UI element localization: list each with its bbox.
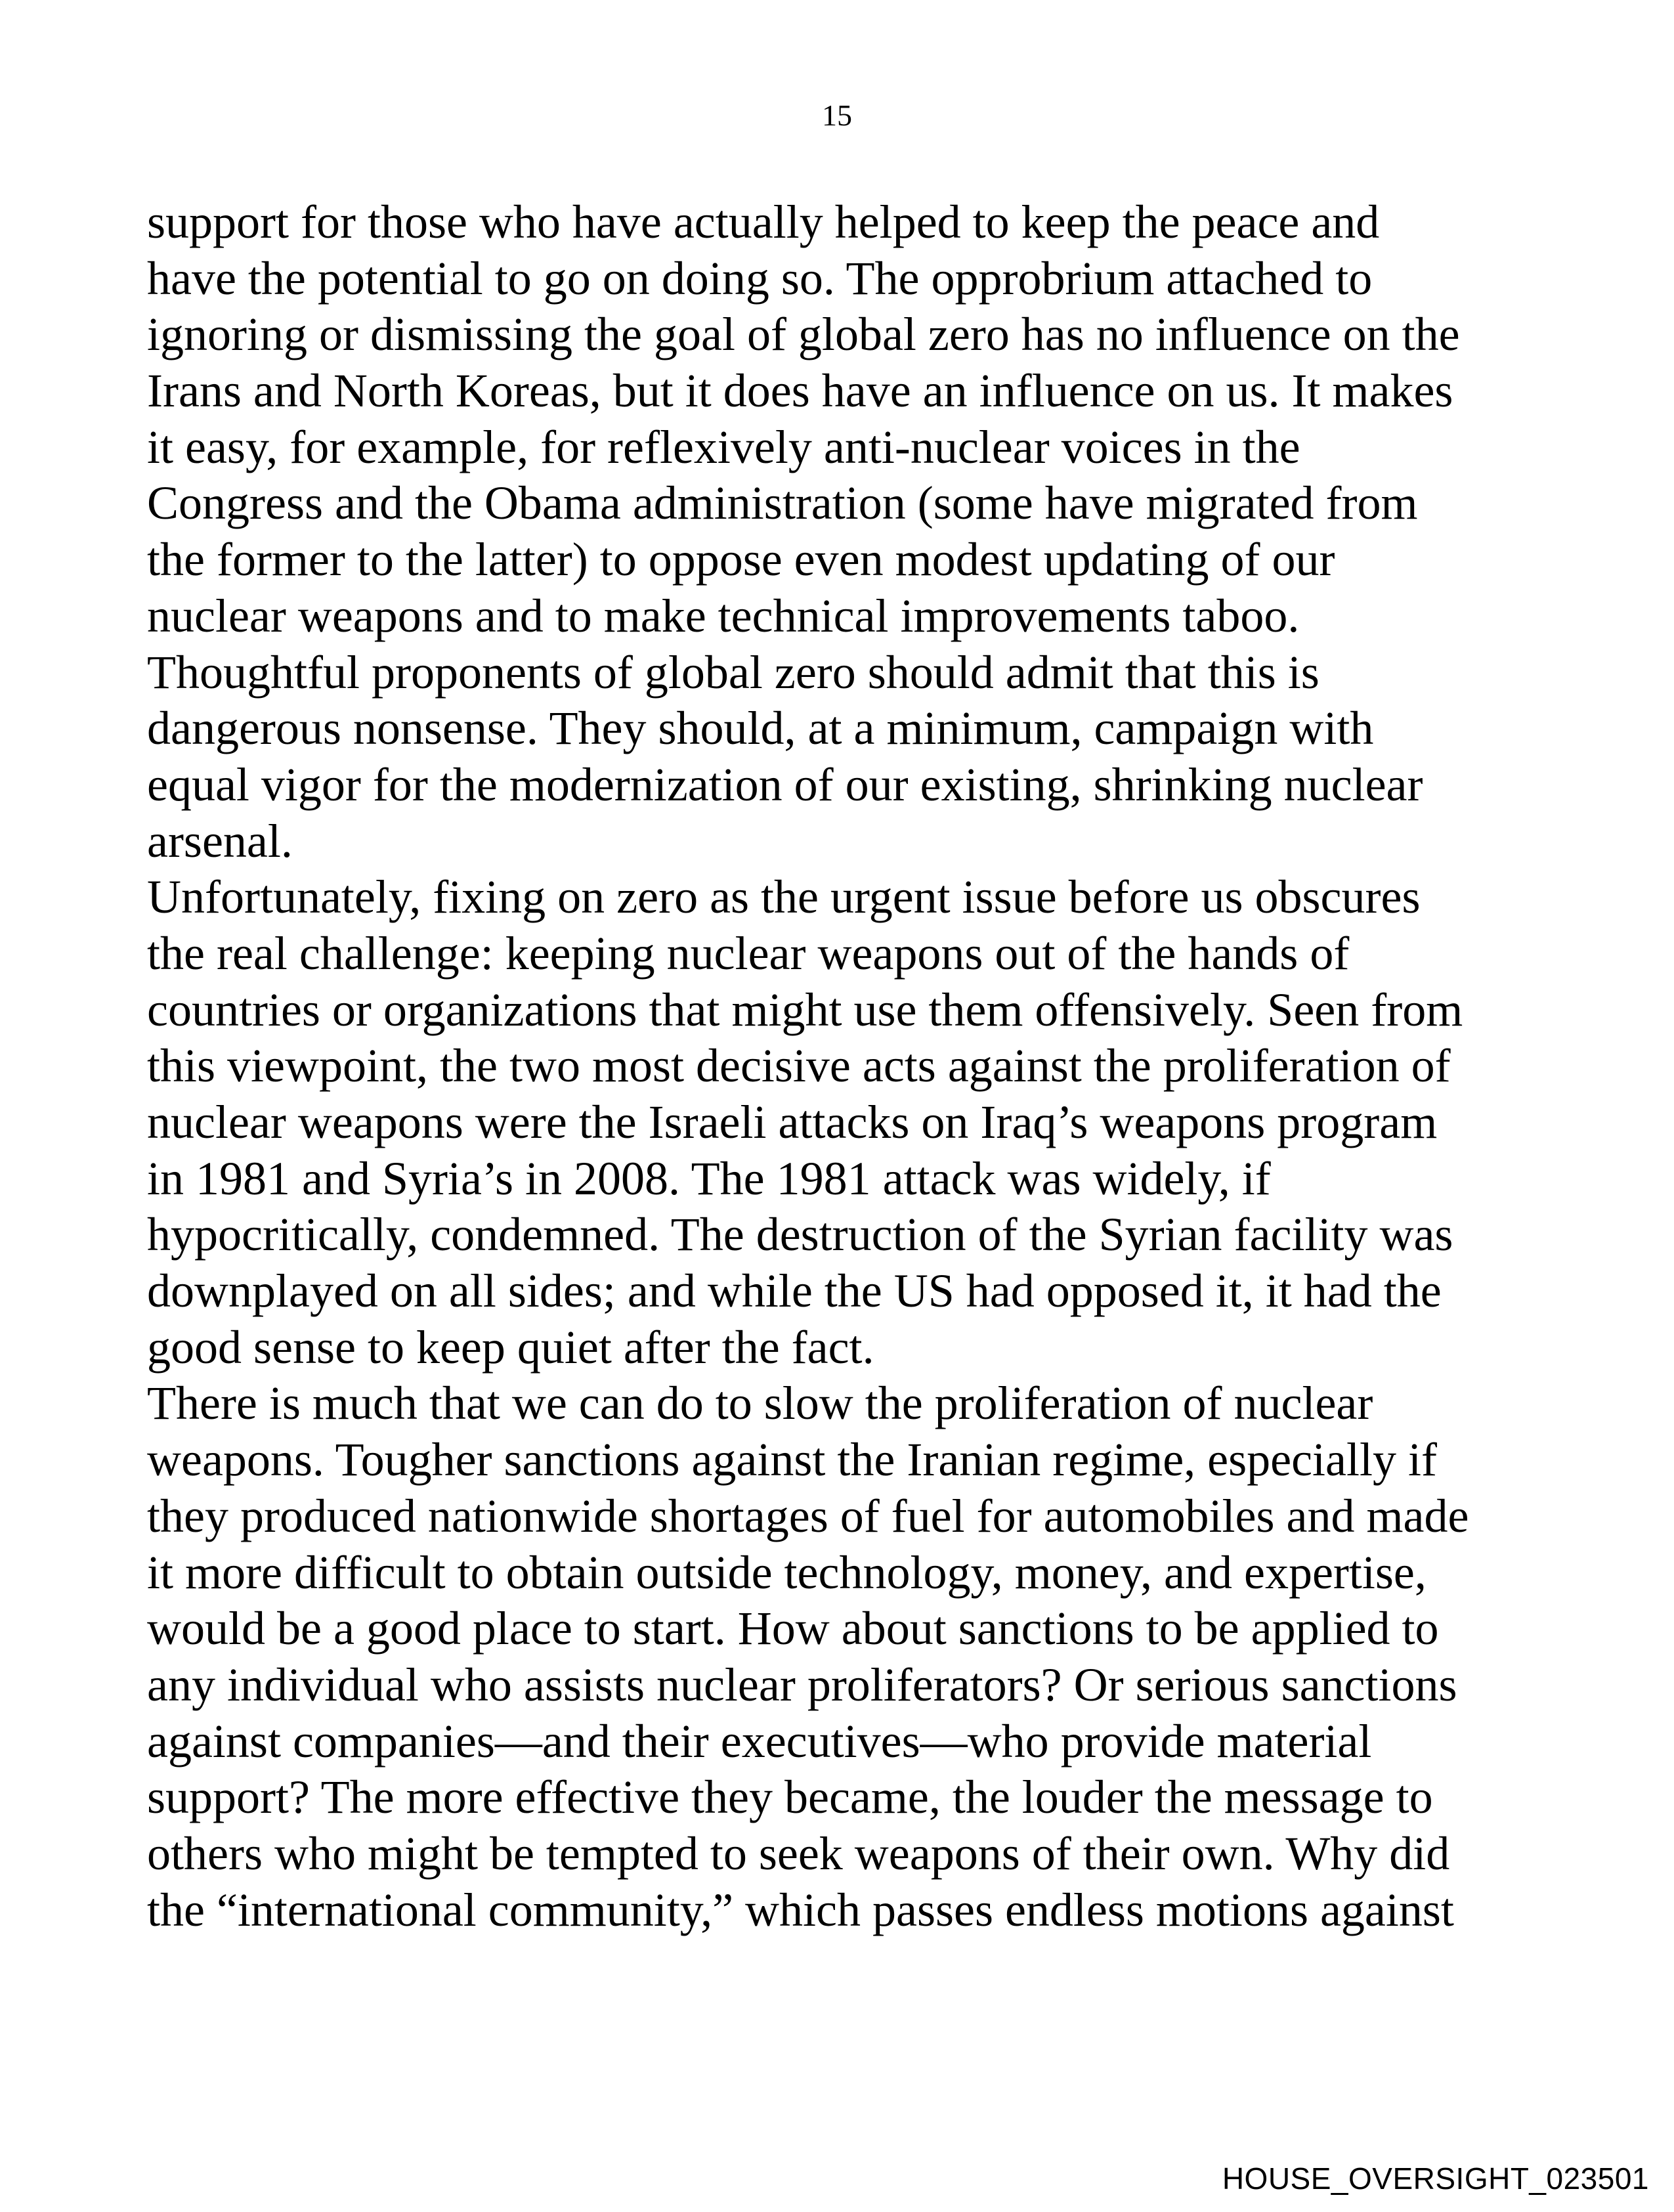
text-line: this viewpoint, the two most decisive acts against the proliferation of [147, 1039, 1451, 1093]
text-line: hypocritically, condemned. The destruction of the Syrian facility was [147, 1208, 1453, 1261]
document-id-footer: HOUSE_OVERSIGHT_023501 [1222, 2161, 1649, 2196]
text-line: the real challenge: keeping nuclear weapons out of the hands of [147, 926, 1350, 980]
text-line: others who might be tempted to seek weapons of their own. Why did [147, 1827, 1450, 1880]
text-line: support for those who have actually helped to keep the peace and [147, 196, 1380, 248]
text-line: any individual who assists nuclear proliferators? Or serious sanctions [147, 1658, 1457, 1711]
text-line: There is much that we can do to slow the proliferation of nuclear [147, 1377, 1373, 1430]
text-line: Irans and North Koreas, but it does have an influence on us. It makes [147, 364, 1453, 418]
text-line: Thoughtful proponents of global zero should admit that this is [147, 645, 1320, 699]
text-line: it easy, for example, for reflexively anti-nuclear voices in the [147, 420, 1300, 473]
text-line: nuclear weapons and to make technical improvements taboo. [147, 589, 1300, 642]
text-line: dangerous nonsense. They should, at a minimum, campaign with [147, 702, 1374, 755]
text-line: the “international community,” which passes endless motions against [147, 1883, 1454, 1936]
text-line: countries or organizations that might use them offensively. Seen from [147, 983, 1463, 1036]
text-line: support? The more effective they became, the louder the message to [147, 1771, 1433, 1824]
text-line: arsenal. [147, 814, 293, 867]
text-line: ignoring or dismissing the goal of global zero has no influence on the [147, 308, 1460, 361]
text-line: equal vigor for the modernization of our existing, shrinking nuclear [147, 758, 1423, 811]
text-line: Unfortunately, fixing on zero as the urgent issue before us obscures [147, 871, 1421, 924]
text-line: nuclear weapons were the Israeli attacks on Iraq’s weapons program [147, 1096, 1438, 1148]
body-text [147, 194, 1558, 1938]
text-line: against companies—and their executives—who provide material [147, 1714, 1372, 1767]
text-line: good sense to keep quiet after the fact. [147, 1320, 874, 1374]
page-number: 15 [822, 98, 852, 132]
text-line: in 1981 and Syria’s in 2008. The 1981 attack was widely, if [147, 1152, 1271, 1205]
text-line: weapons. Tougher sanctions against the Iranian regime, especially if [147, 1433, 1437, 1486]
text-line: have the potential to go on doing so. The opprobrium attached to [147, 251, 1373, 305]
text-line: it more difficult to obtain outside technology, money, and expertise, [147, 1546, 1427, 1599]
text-line: they produced nationwide shortages of fuel for automobiles and made [147, 1489, 1469, 1542]
text-line: downplayed on all sides; and while the US had opposed it, it had the [147, 1265, 1442, 1318]
text-line: the former to the latter) to oppose even modest updating of our [147, 533, 1335, 586]
text-line: would be a good place to start. How about sanctions to be applied to [147, 1602, 1439, 1655]
text-line: Congress and the Obama administration (some have migrated from [147, 477, 1418, 530]
